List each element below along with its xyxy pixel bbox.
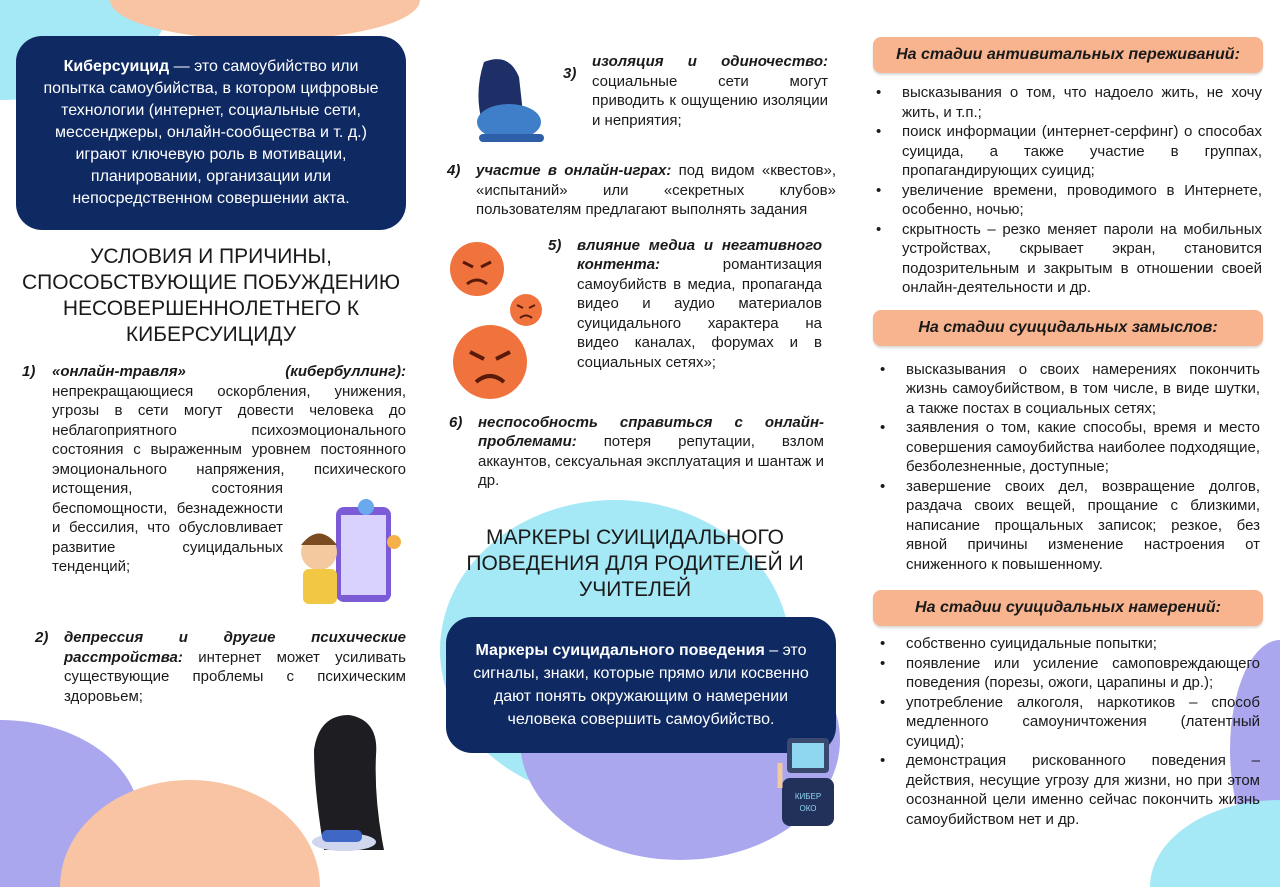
list-item: • скрытность – резко меняет пароли на мобильных устройствах, скрывает экран, становится подозрительным и закрытым в отношении своей онлайн-деятельности и др.	[874, 220, 1262, 298]
cause-6-number: 6)	[449, 413, 463, 431]
cause-4-body: под видом «квестов», «испытаний» или «секретных клубов» пользователям предлагают выполнять задания	[476, 162, 836, 218]
cause-1-text	[52, 362, 406, 612]
angry-face-large-icon	[450, 322, 530, 402]
cause-4-number: 4)	[447, 162, 461, 179]
list-item: • употребление алкоголя, наркотиков – способ медленного самоуничтожения (латентный суицид);	[878, 693, 1260, 752]
cause-5-text	[577, 236, 822, 373]
stage-2-list	[878, 360, 1260, 575]
stage-1-header: На стадии антивитальных переживаний:	[873, 37, 1263, 73]
cause-4	[446, 161, 836, 220]
left-column	[16, 36, 406, 855]
list-item: • появление или усиление самоповреждающего поведения (порезы, ожоги, царапины и др.);	[878, 654, 1260, 693]
cause-5-body: романтизация самоубийств в медиа, пропаганда видео и аудио материалов суицидального характера на видео каналах, форумах и в социальных сетях»;	[577, 256, 822, 371]
stage-2-header: На стадии суицидальных замыслов:	[873, 310, 1263, 346]
cause-6	[446, 413, 824, 491]
svg-text:КИБЕР: КИБЕР	[794, 791, 822, 801]
robot-illustration	[772, 733, 842, 828]
cause-2-number: 2)	[35, 629, 49, 646]
cause-5-title: влияние медиа и негативного контента:	[577, 236, 822, 273]
definition-text: — это самоубийство или попытка самоубийства, в котором цифровые технологии (интернет, социальные сети, мессенджеры, онлайн-сообщества и т. д.) играют ключевую роль в мотивации, планировании, организации или непосредственном совершении акта.	[43, 58, 379, 207]
list-item: • демонстрация рискованного поведения – действия, несущие угрозу для жизни, но при этом осознанной цели именно сейчас покончить жизнь самоубийством нет и др.	[878, 751, 1260, 829]
cause-2	[16, 628, 406, 855]
cause-3-body: социальные сети могут приводить к ощущению изоляции и неприятия;	[592, 72, 828, 129]
cause-6-title: неспособность справиться с онлайн-проблемами:	[478, 413, 824, 450]
list-item: • высказывания о том, что надоело жить, не хочу жить, и т.п.;	[874, 83, 1262, 122]
cause-3	[446, 52, 836, 147]
cause-2-title: депрессия и другие психические расстройства:	[64, 629, 406, 666]
cause-3-number: 3)	[563, 65, 577, 82]
stage-3-list	[878, 634, 1260, 829]
cause-1	[16, 362, 406, 612]
cause-5-number: 5)	[548, 236, 562, 254]
right-column	[873, 37, 1263, 829]
conditions-heading: УСЛОВИЯ И ПРИЧИНЫ, СПОСОБСТВУЮЩИЕ ПОБУЖДЕНИЮ НЕСОВЕРШЕННОЛЕТНЕГО К КИБЕРСУИЦИДУ	[21, 245, 401, 346]
markers-text: – это сигналы, знаки, которые прямо или косвенно дают понять окружающим о намерении человека совершить самоубийство.	[473, 641, 809, 728]
lonely-girl-illustration	[464, 52, 549, 147]
svg-text:ОКО: ОКО	[799, 803, 817, 813]
stage-3-header: На стадии суицидальных намерений:	[873, 590, 1263, 626]
cause-2-text	[64, 628, 406, 706]
list-item: • поиск информации (интернет-серфинг) о способах суицида, а также участие в группах, пропагандирующих суицид;	[874, 122, 1262, 181]
dark-shadow-illustration	[294, 710, 394, 855]
cause-4-text	[476, 161, 836, 220]
markers-heading: МАРКЕРЫ СУИЦИДАЛЬНОГО ПОВЕДЕНИЯ ДЛЯ РОДИТЕЛЕЙ И УЧИТЕЛЕЙ	[466, 525, 804, 601]
markers-term: Маркеры суицидального поведения	[475, 641, 765, 659]
stage-1-list	[874, 83, 1262, 298]
cause-2-body: интернет может усиливать существующие проблемы с психическим здоровьем;	[64, 648, 406, 705]
list-item: • собственно суицидальные попытки;	[878, 634, 1260, 654]
middle-column	[446, 40, 836, 828]
cause-5	[446, 236, 836, 401]
angry-face-icon	[448, 240, 506, 298]
cause-6-body: потеря репутации, взлом аккаунтов, сексуальная эксплуатация и шантаж и др.	[478, 433, 824, 489]
cause-1-number: 1)	[22, 363, 36, 380]
cause-4-title: участие в онлайн-играх:	[476, 162, 672, 179]
list-item: • заявления о том, какие способы, время и место совершения самоубийства наиболее подходящие, безболезненные, доступные;	[878, 418, 1260, 477]
list-item: • завершение своих дел, возвращение долгов, раздача своих вещей, прощание с близкими, написание прощальных записок; резкое, без явной причины изменение настроения от сниженного к повышенному.	[878, 477, 1260, 575]
cyberbullying-boy-illustration	[291, 497, 406, 612]
cause-1-body: непрекращающиеся оскорбления, унижения, угрозы в сети могут довести человека до неблагоприятного психоэмоционального состояния с выраженным уровнем постоянного эмоционального напряжения, психического истощения, состояния беспомощности, безнадежности и бессилия, что обусловливает развитие суицидальных тенденций;	[52, 382, 406, 575]
cause-3-text	[592, 52, 828, 130]
definition-term: Киберсуицид	[63, 58, 170, 75]
cause-6-text	[478, 413, 824, 491]
list-item: • увеличение времени, проводимого в Интернете, особенно, ночью;	[874, 181, 1262, 220]
cause-1-title: «онлайн-травля» (кибербуллинг):	[52, 363, 406, 380]
cybersuicide-definition-box	[16, 36, 406, 230]
list-item: • высказывания о своих намерениях покончить жизнь самоубийством, в том числе, в виде шутки, а также постах в социальных сетях;	[878, 360, 1260, 419]
cause-3-title: изоляция и одиночество:	[592, 53, 828, 70]
